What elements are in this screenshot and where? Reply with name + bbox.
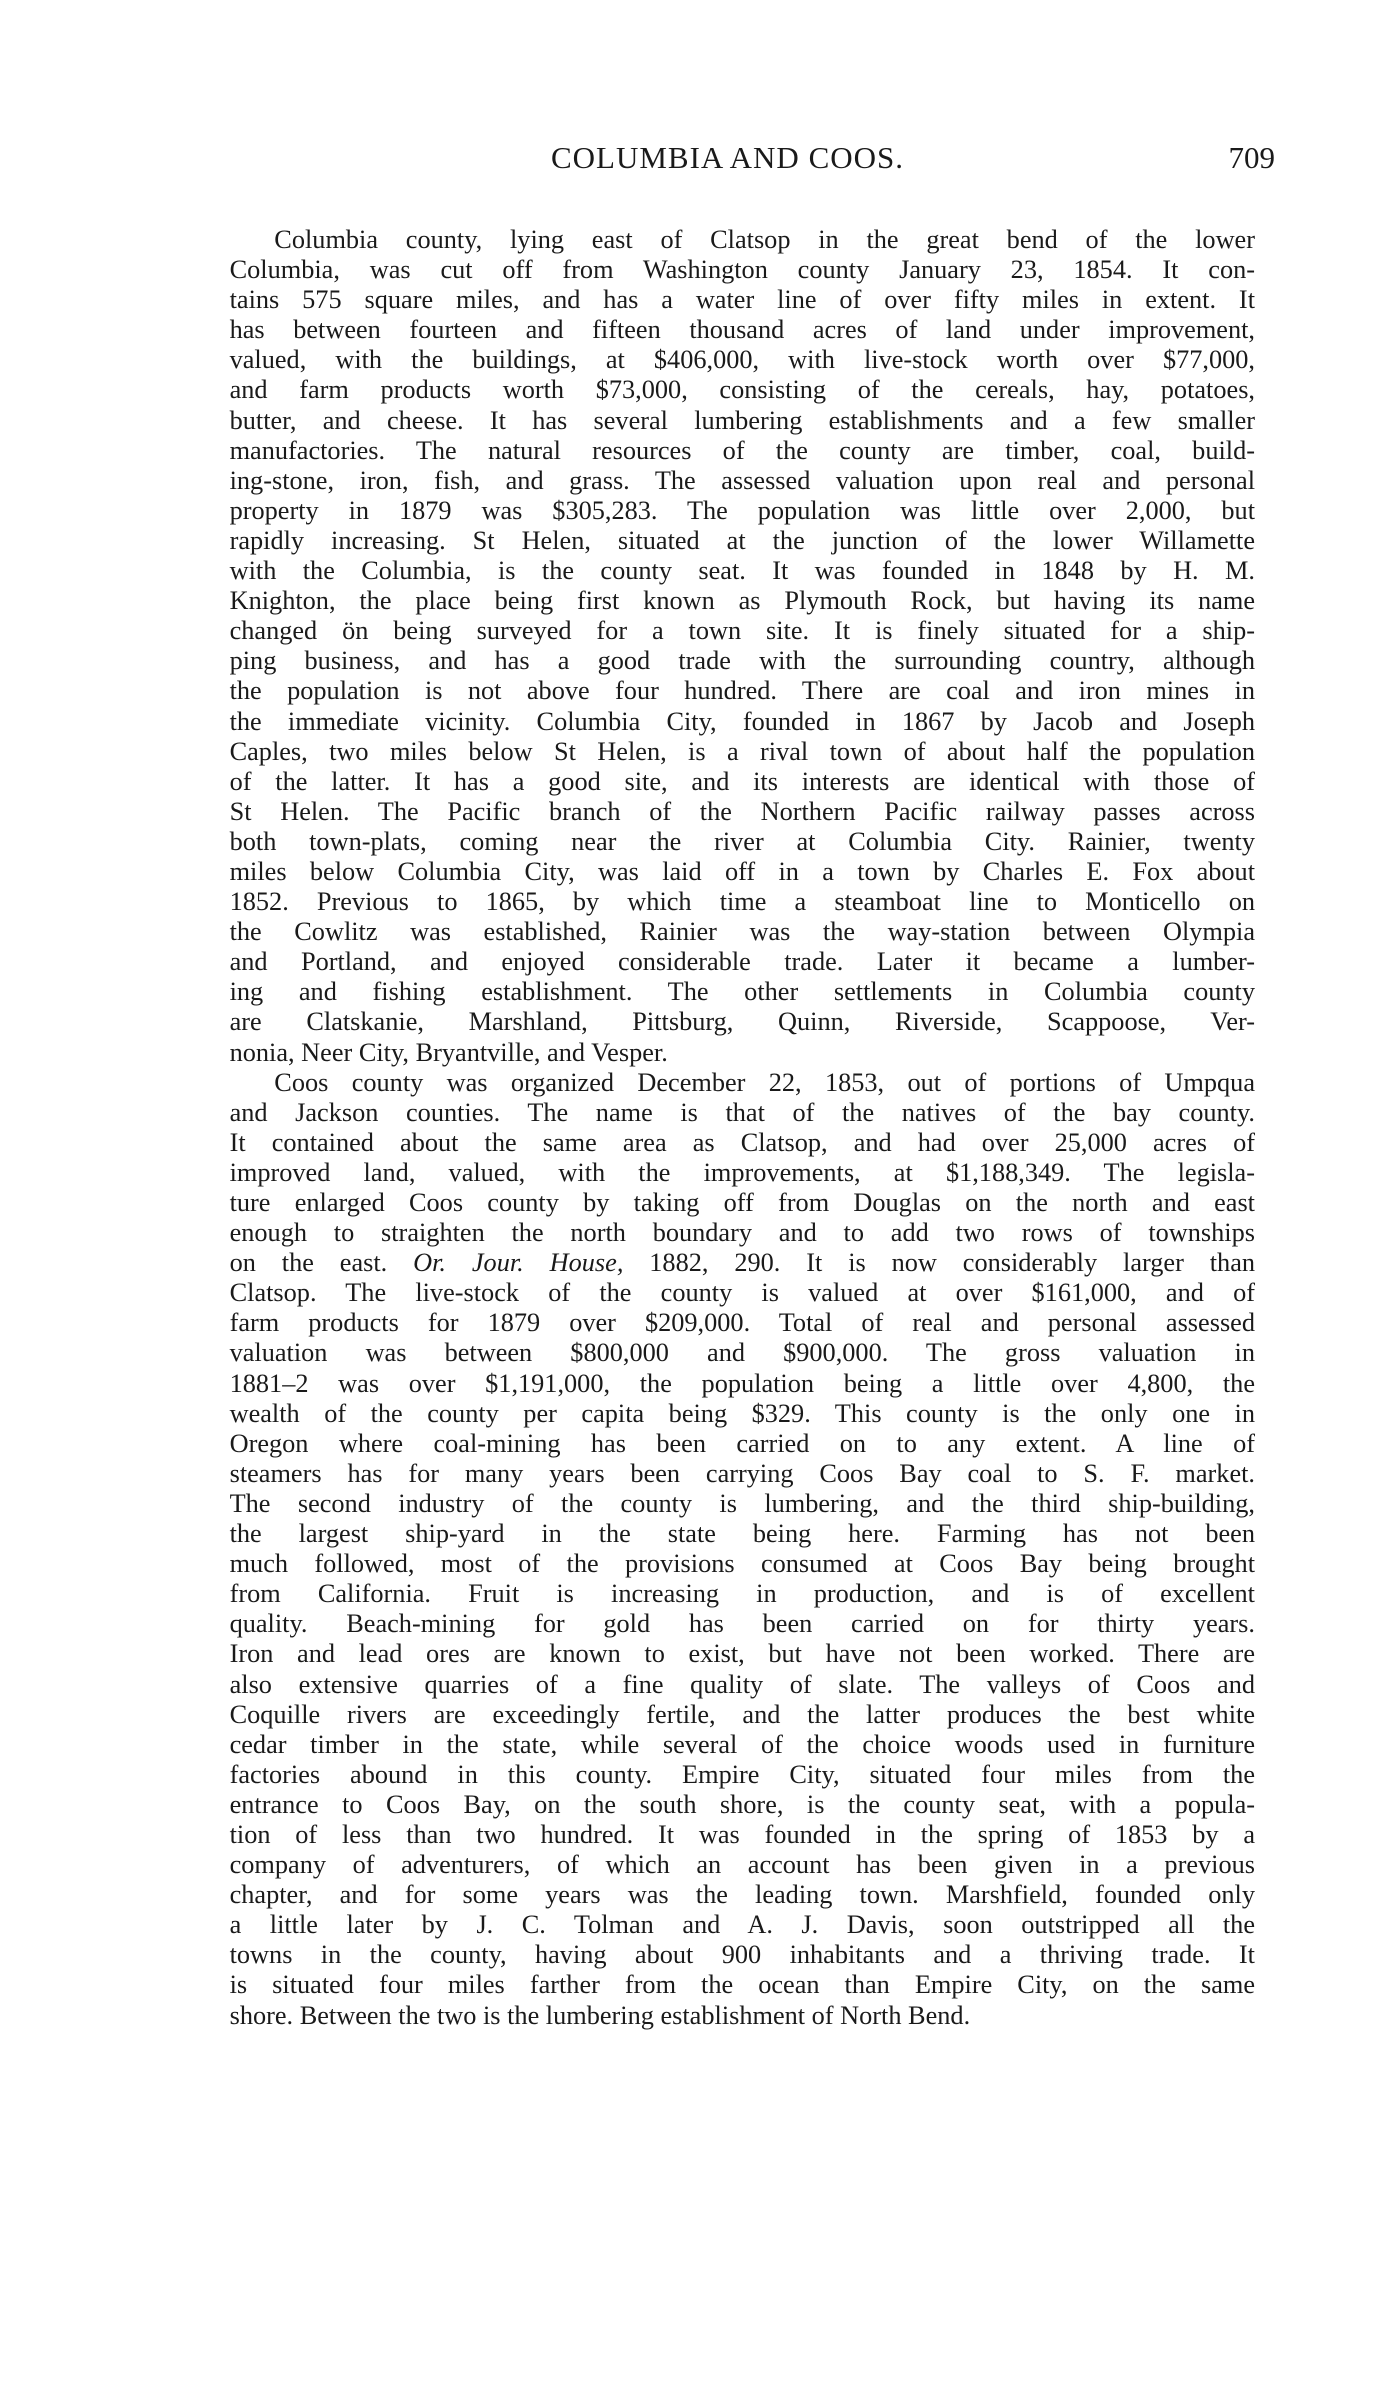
text-line: enough to straighten the north boundary and to add two rows of townships — [229, 1218, 1255, 1248]
text-line: Clatsop. The live-stock of the county is valued at over $161,000, and of — [229, 1278, 1255, 1308]
text-segment: It is now considerably larger than — [806, 1248, 1256, 1278]
running-title: COLUMBIA AND COOS. — [550, 140, 905, 175]
text-line: is situated four miles farther from the ocean than Empire City, on the same — [229, 1970, 1255, 2000]
citation-reference: 1882, 290. — [623, 1248, 781, 1278]
text-line: 1881–2 was over $1,191,000, the population being a little over 4,800, the — [229, 1368, 1255, 1398]
text-line: much followed, most of the provisions consumed at Coos Bay being brought — [229, 1549, 1255, 1579]
text-line: Coos county was organized December 22, 1853, out of portions of Umpqua — [274, 1067, 1255, 1097]
text-line: ping business, and has a good trade with the surrounding country, although — [229, 646, 1255, 676]
text-line: ing-stone, iron, fish, and grass. The assessed valuation upon real and personal — [229, 465, 1255, 495]
text-line: valued, with the buildings, at $406,000, with live-stock worth over $77,000, — [229, 345, 1255, 375]
text-line: factories abound in this county. Empire City, situated four miles from the — [229, 1759, 1255, 1789]
text-line: Coquille rivers are exceedingly fertile, and the latter produces the best white — [229, 1699, 1255, 1729]
text-line: It contained about the same area as Clatsop, and had over 25,000 acres of — [229, 1127, 1255, 1157]
text-line: has between fourteen and fifteen thousand acres of land under improvement, — [229, 315, 1255, 345]
text-line: changed ön being surveyed for a town site. It is finely situated for a ship- — [229, 616, 1255, 646]
text-line-with-citation — [177, 1248, 1255, 1278]
text-line: towns in the county, having about 900 inhabitants and a thriving trade. It — [229, 1940, 1255, 1970]
text-line: Iron and lead ores are known to exist, but have not been worked. There are — [229, 1639, 1255, 1669]
text-line: entrance to Coos Bay, on the south shore, is the county seat, with a popula- — [229, 1789, 1255, 1819]
text-line: valuation was between $800,000 and $900,000. The gross valuation in — [229, 1338, 1255, 1368]
text-line: Oregon where coal-mining has been carried on to any extent. A line of — [229, 1428, 1255, 1458]
text-line: The second industry of the county is lumbering, and the third ship-building, — [229, 1488, 1255, 1518]
text-line: butter, and cheese. It has several lumbering establishments and a few smaller — [229, 405, 1255, 435]
text-line: and Portland, and enjoyed considerable trade. Later it became a lumber- — [229, 947, 1255, 977]
text-line: the immediate vicinity. Columbia City, founded in 1867 by Jacob and Joseph — [229, 706, 1255, 736]
text-line: and farm products worth $73,000, consisting of the cereals, hay, potatoes, — [229, 375, 1255, 405]
text-line: company of adventurers, of which an account has been given in a previous — [229, 1850, 1255, 1880]
text-line: are Clatskanie, Marshland, Pittsburg, Quinn, Riverside, Scappoose, Ver- — [229, 1007, 1255, 1037]
text-line: the Cowlitz was established, Rainier was the way-station between Olympia — [229, 917, 1255, 947]
text-line: Columbia county, lying east of Clatsop in the great bend of the lower — [274, 225, 1255, 254]
text-line: St Helen. The Pacific branch of the Northern Pacific railway passes across — [229, 796, 1255, 826]
text-line: rapidly increasing. St Helen, situated at the junction of the lower Willamette — [229, 525, 1255, 555]
text-line: wealth of the county per capita being $329. This county is the only one in — [229, 1398, 1255, 1428]
text-line: manufactories. The natural resources of the county are timber, coal, build- — [229, 435, 1255, 465]
text-line: ing and fishing establishment. The other settlements in Columbia county — [229, 977, 1255, 1007]
text-line: Knighton, the place being first known as Plymouth Rock, but having its name — [229, 586, 1255, 616]
text-line: the population is not above four hundred. There are coal and iron mines in — [229, 676, 1255, 706]
text-line: farm products for 1879 over $209,000. Total of real and personal assessed — [229, 1308, 1255, 1338]
text-line: Columbia, was cut off from Washington county January 23, 1854. It con- — [229, 255, 1255, 285]
text-segment: on the east. — [229, 1248, 388, 1278]
text-line: Caples, two miles below St Helen, is a rival town of about half the population — [229, 736, 1255, 766]
text-line: miles below Columbia City, was laid off in a town by Charles E. Fox about — [229, 856, 1255, 886]
page-number: 709 — [1228, 140, 1275, 175]
text-line: from California. Fruit is increasing in production, and is of excellent — [229, 1579, 1255, 1609]
text-line: with the Columbia, is the county seat. It was founded in 1848 by H. M. — [229, 556, 1255, 586]
text-line: quality. Beach-mining for gold has been carried on for thirty years. — [229, 1609, 1255, 1639]
text-line: cedar timber in the state, while several of the choice woods used in furniture — [229, 1729, 1255, 1759]
text-line: of the latter. It has a good site, and its interests are identical with those of — [229, 766, 1255, 796]
text-line: tains 575 square miles, and has a water line of over fifty miles in extent. It — [229, 285, 1255, 315]
text-line: and Jackson counties. The name is that of the natives of the bay county. — [229, 1097, 1255, 1127]
paragraph-columbia-county — [177, 225, 1255, 1068]
text-line: improved land, valued, with the improvements, at $1,188,349. The legisla- — [229, 1157, 1255, 1187]
running-header — [180, 140, 1275, 180]
text-line: a little later by J. C. Tolman and A. J. Davis, soon outstripped all the — [229, 1910, 1255, 1940]
text-line: also extensive quarries of a fine quality of slate. The valleys of Coos and — [229, 1669, 1255, 1699]
text-line: property in 1879 was $305,283. The population was little over 2,000, but — [229, 495, 1255, 525]
text-line: chapter, and for some years was the leading town. Marshfield, founded only — [229, 1880, 1255, 1910]
text-line: tion of less than two hundred. It was founded in the spring of 1853 by a — [229, 1819, 1255, 1849]
text-line: both town-plats, coming near the river at Columbia City. Rainier, twenty — [229, 826, 1255, 856]
citation-source: Or. Jour. House, — [413, 1248, 624, 1278]
text-line: nonia, Neer City, Bryantville, and Vesper. — [229, 1037, 668, 1067]
text-line: steamers has for many years been carrying Coos Bay coal to S. F. market. — [229, 1458, 1255, 1488]
text-line: the largest ship-yard in the state being here. Farming has not been — [229, 1519, 1255, 1549]
text-line: shore. Between the two is the lumbering establishment of North Bend. — [229, 2000, 971, 2030]
text-line: ture enlarged Coos county by taking off from Douglas on the north and east — [229, 1188, 1255, 1217]
paragraph-coos-county — [177, 1068, 1255, 2031]
body-text — [177, 225, 1255, 2031]
text-line: 1852. Previous to 1865, by which time a steamboat line to Monticello on — [229, 887, 1255, 917]
